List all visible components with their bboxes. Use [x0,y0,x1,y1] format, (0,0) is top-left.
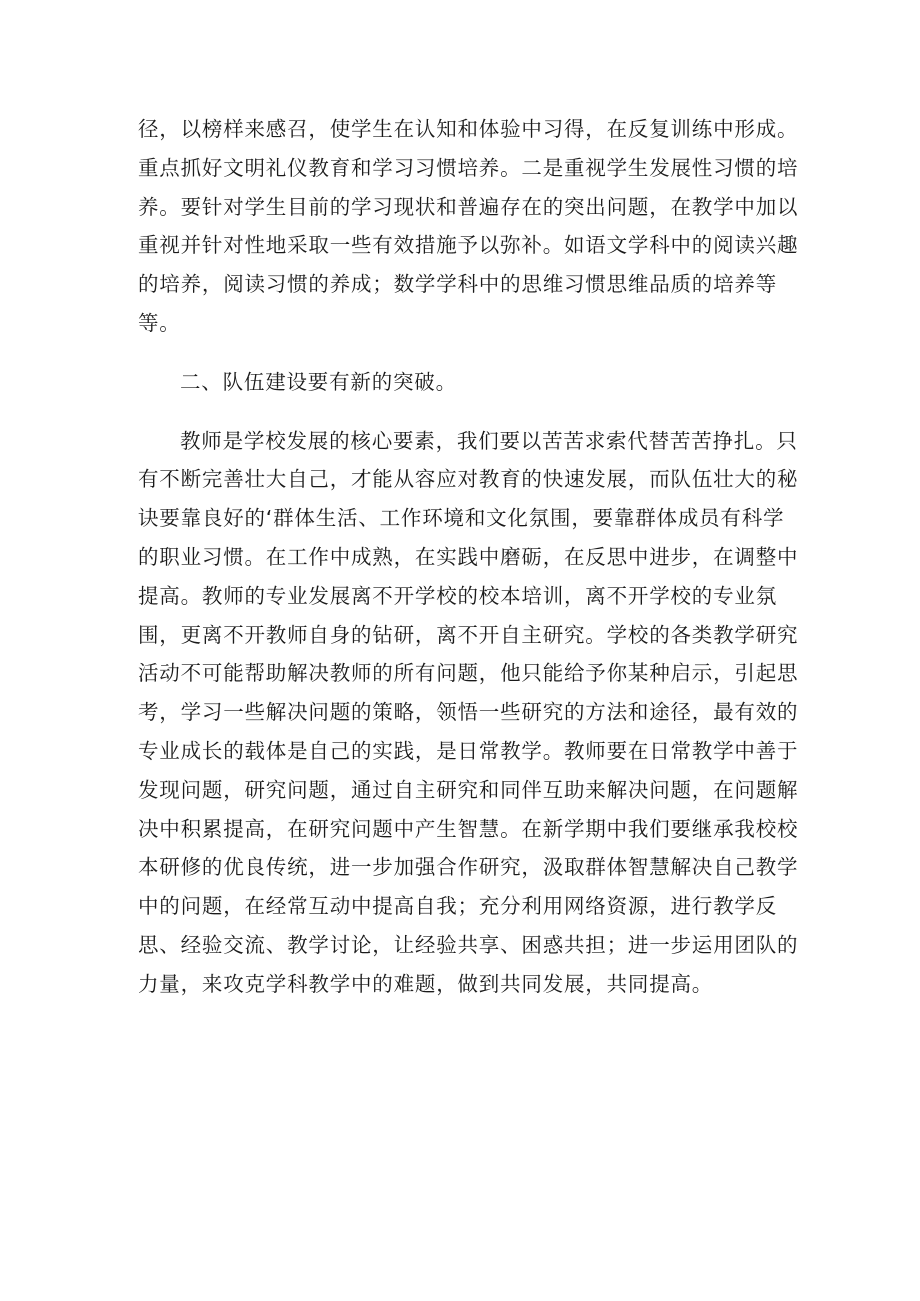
text-line: 活动不可能帮助解决教师的所有问题，他只能给予你某种启示，引起思 [138,661,799,686]
document-body [138,110,799,1004]
text-line: 发现问题，研究问题，通过自主研究和同伴互助来解决问题，在问题解 [138,777,799,802]
text-line: 诀要靠良好的‘群体生活、工作环境和文化氛围，要靠群体成员有科学 [138,506,785,531]
text-line: 的职业习惯。在工作中成熟，在实践中磨砺，在反思中进步，在调整中 [138,544,799,569]
text-line: 本研修的优良传统，进一步加强合作研究，汲取群体智慧解决自己教学 [138,855,799,880]
paragraph-spacer [138,402,778,422]
paragraph-2 [138,422,799,1004]
paragraph-spacer [138,343,778,363]
text-line: 重点抓好文明礼仪教育和学习习惯培养。二是重视学生发展性习惯的培 [138,155,799,180]
text-line: 考，学习一些解决问题的策略，领悟一些研究的方法和途径，最有效的 [138,700,799,725]
text-line: 等。 [138,310,181,335]
paragraph-1 [138,110,799,343]
text-line: 专业成长的载体是自己的实践，是日常教学。教师要在日常教学中善于 [138,738,799,763]
section-heading: 二、队伍建设要有新的突破。 [180,369,457,394]
text-line: 径，以榜样来感召，使学生在认知和体验中习得，在反复训练中形成。 [138,117,799,141]
text-line: 的培养，阅读习惯的养成；数学学科中的思维习惯思维品质的培养等 [138,272,777,297]
text-line: 养。要针对学生目前的学习现状和普遍存在的突出问题，在教学中加以 [138,194,799,219]
text-line: 提高。教师的专业发展离不开学校的校本培训，离不开学校的专业氛 [138,583,777,608]
text-line: 决中积累提高，在研究问题中产生智慧。在新学期中我们要继承我校校 [138,816,799,841]
text-line: 围，更离不开教师自身的钻研，离不开自主研究。学校的各类教学研究 [138,622,799,647]
text-line: 力量，来攻克学科教学中的难题，做到共同发展，共同提高。 [138,971,714,996]
text-line: 重视并针对性地采取一些有效措施予以弥补。如语文学科中的阅读兴趣 [138,233,799,258]
text-line: 教师是学校发展的核心要素，我们要以苦苦求索代替苦苦挣扎。只 [180,428,798,453]
text-line: 中的问题，在经常互动中提高自我；充分利用网络资源，进行教学反 [138,894,777,919]
text-line: 有不断完善壮大自己，才能从容应对教育的快速发展，而队伍壮大的秘 [138,467,799,492]
text-line: 思、经验交流、教学讨论，让经验共享、困惑共担；进一步运用团队的 [138,932,799,957]
